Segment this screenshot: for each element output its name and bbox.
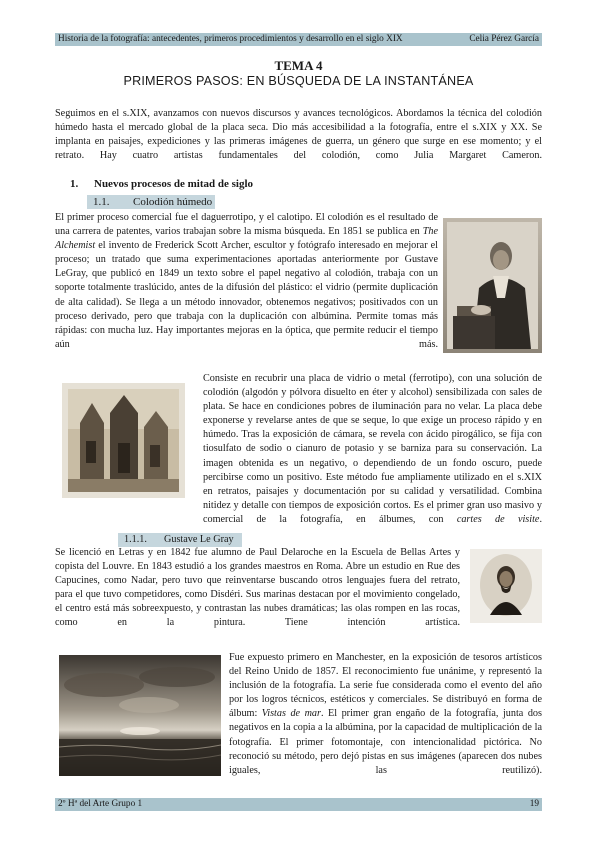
- subsubsection-number: 1.1.1.: [124, 534, 147, 545]
- paragraph-legray-exhibition: Fue expuesto primero en Manchester, en la exposición de tesoros artísticos del Reino Unido de 1857. El reconocimiento fue unánime, y representó la inclusión de la fotografía. La serie fue considerada como el evento del año por los logros técnicos, estéticos y comerciales. Se distribuyó en forma de álbum: Vistas de mar. El primer gran engaño de la fotografía, junta dos negativos en la copia a la albúmina, por la capacidad de multiplicación de la fotografía. El primer fotomontaje, con intencionalidad pictórica. No reconoció su método, pero dejó pistas en sus imágenes (aparecen dos nubes iguales, las reutilizó).: [229, 652, 542, 776]
- archer-portrait-photo: [443, 218, 542, 353]
- paragraph-collodion-process: Consiste en recubrir una placa de vidrio o metal (ferrotipo), con una solución de colodión (algodón y pólvora disuelto en éter y alcohol) sensibilizada con sales de plata. Se hace en condiciones pobres de iluminación para no velar. La placa debe exponerse y revelarse antes de que se seque, lo que exige un proceso rápido y en húmedo. Tras la exposición de cámara, se revela con ácido pirogálico, se fija con tiosulfato de sodio o cianuro de potasio y se barniza para su conservación. La imagen obtenida es un negativo, o dependiendo de un fondo oscuro, puede percibirse como un positivo. Este método fue ampliamente utilizado en el s.XIX en retratos, paisajes y documentación por su calidad y versatilidad. Combina nitidez y detalle con tiempos de exposición cortos. Es el primer gran uso masivo y comercial de la fotografía, en álbumes, con cartes de visite.: [203, 373, 542, 525]
- section-heading: [70, 178, 253, 190]
- paragraph-collodion-history: El primer proceso comercial fue el daguerrotipo, y el calotipo. El colodión es el resultado de una carrera de patentes, varios trabajan sobre la misma búsqueda. En 1851 se publica en The Alchemist el invento de Frederick Scott Archer, escultor y fotógrafo interesado en mejorar el proceso; un tratado que suma experimentaciones aportadas anteriormente por Gustave LeGray, que publicó en 1849 un texto sobre el papel negativo al colodión, trabaja con un soporte totalmente traslúcido, antes de la difusión del plástico: el vidrio (permite duplicación de alta calidad). Se llega a un método innovador, obtenemos negativos; positivados con un proceso derivado, pero que trabaja con la duplicación con albúmina. Permite tomas más rápidas: con mucha luz. Hay importantes mejoras en la óptica, que permite reducir el tiempo aún más.: [55, 212, 438, 350]
- intro-paragraph: Seguimos en el s.XIX, avanzamos con nuevos discursos y avances tecnológicos. Abordamos la técnica del colodión húmedo hasta el mercado global de la placa seca. Dio más accesibilidad a la fotografía, entre el s.XIX y XX. Se implanta en paisajes, expediciones y las primeras imágenes de guerra, un género que surge en ese momento; y el retrato. Hay cuatro artistas fundamentales del colodión, como Julia Margaret Cameron.: [55, 108, 542, 162]
- section-title: Nuevos procesos de mitad de siglo: [94, 178, 253, 190]
- chapter-title: PRIMEROS PASOS: EN BÚSQUEDA DE LA INSTANTÁNEA: [123, 74, 474, 88]
- header-course-title: Historia de la fotografía: antecedentes, primeros procedimientos y desarrollo en el siglo XIX: [58, 34, 403, 44]
- paragraph-legray-biography: Se licenció en Letras y en 1842 fue alumno de Paul Delaroche en la Escuela de Bellas Artes y copista del Louvre. En 1843 estudió a los grandes maestros en Roma. Abre un estudio en Rue des Capucines, como Nadar, pero tuvo que reinventarse buscando otros lenguajes fuera del retrato, para el que tuvo competidores, como Disdéri. Sus marinas destacan por el movimiento congelado, el centro está más sobreexpuesto, y contrastan las nubes dramáticas; las olas rompen en las rocas, como en la pintura. Tiene intención artística.: [55, 547, 460, 629]
- subsection-number: 1.1.: [93, 196, 110, 208]
- seascape-photo: [59, 655, 221, 776]
- subsection-heading: [87, 195, 215, 209]
- subsection-title: Colodión húmedo: [133, 196, 213, 208]
- page-header: [55, 33, 542, 46]
- publication-title: The Alchemist: [55, 226, 438, 252]
- subsubsection-heading: [118, 533, 242, 547]
- legray-portrait-photo: [470, 549, 542, 623]
- cathedral-photo: [62, 383, 185, 498]
- page-number: 19: [529, 799, 539, 809]
- album-title: Vistas de mar: [261, 708, 321, 720]
- subsubsection-title: Gustave Le Gray: [164, 534, 234, 545]
- cartes-de-visite-term: cartes de visite: [456, 513, 540, 525]
- header-author: Celia Pérez García: [469, 34, 539, 44]
- section-number: 1.: [70, 178, 79, 190]
- footer-course: 2º Hª del Arte Grupo 1: [58, 799, 143, 809]
- chapter-number: TEMA 4: [274, 58, 323, 73]
- page-footer: [55, 798, 542, 811]
